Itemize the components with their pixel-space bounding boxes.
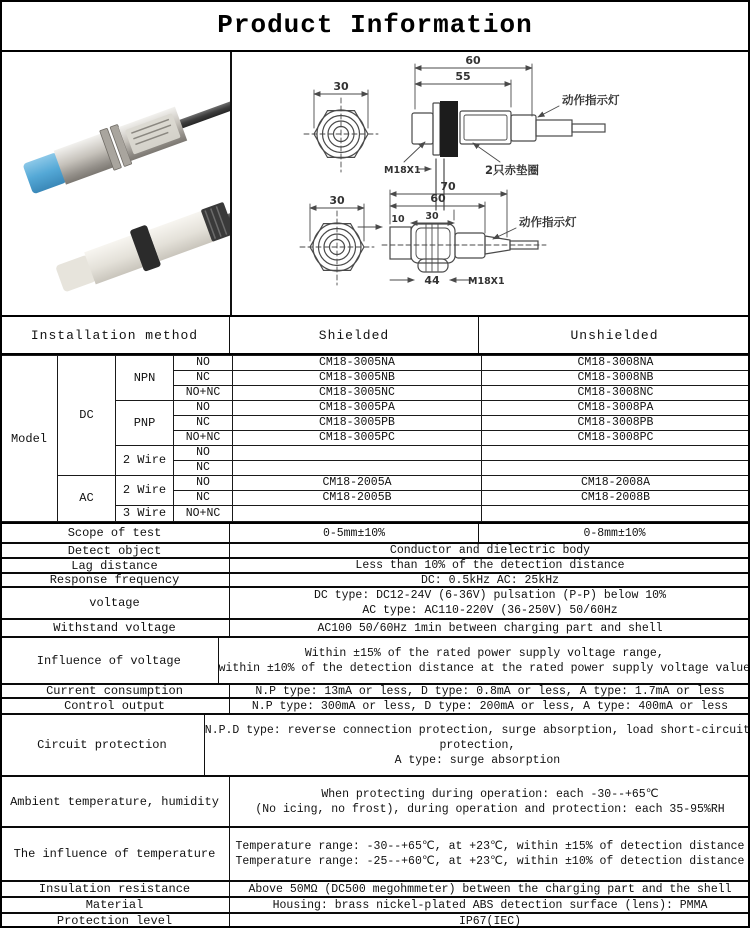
page-title: Product Information [217, 10, 533, 40]
drawing-unshielded [300, 180, 577, 287]
spec-value-line: DC type: DC12-24V (6-36V) pulsation (P-P) below 10% [314, 589, 666, 602]
spec-value-line: When protecting during operation: each -30--+65℃ [321, 787, 659, 801]
thread-label-unshielded: M18X1 [468, 276, 505, 287]
ac-2wire-group-cell: 2 Wire [116, 475, 174, 505]
model-number-cell [482, 505, 750, 521]
model-number-cell [233, 445, 482, 460]
dim-body-unshielded: 60 [430, 192, 446, 205]
model-number-cell: CM18-3008NA [482, 356, 750, 371]
spec-row-control [0, 697, 750, 713]
spec-value-line: Temperature range: -25--+60℃, at +23℃, within ±10% of detection distance [235, 855, 745, 868]
title-bar [0, 0, 750, 52]
led-indicator-label-unshielded: 动作指示灯 [519, 215, 577, 229]
model-number-cell: CM18-3005PA [233, 400, 482, 415]
spec-row-withstand [0, 618, 750, 636]
shielded-column-header: Shielded [230, 317, 479, 353]
dc-group-cell: DC [58, 356, 116, 476]
spec-label: voltage [0, 588, 230, 618]
spec-row-voltage [0, 586, 750, 618]
spec-value: N.P type: 300mA or less, D type: 200mA or less, A type: 400mA or less [251, 699, 729, 713]
output-type-cell: NC [174, 490, 233, 505]
product-photo [0, 52, 230, 315]
spec-value: N.P type: 13mA or less, D type: 0.8mA or less, A type: 1.7mA or less [255, 684, 725, 698]
sensor-unshielded-photo [52, 177, 230, 300]
spec-label: Current consumption [0, 685, 230, 697]
spec-value: IP67(IEC) [458, 914, 522, 928]
dimension-drawings [232, 52, 748, 315]
spec-label: Insulation resistance [0, 882, 230, 896]
spec-value-line: protection, [439, 738, 516, 752]
spec-row-influence-temp [0, 826, 750, 880]
spec-label: Withstand voltage [0, 620, 230, 636]
dim-head-unshielded: 10 [391, 214, 405, 225]
model-number-cell: CM18-3005NA [233, 356, 482, 371]
spec-label: Material [0, 898, 230, 912]
spec-row-material [0, 896, 750, 912]
spec-row-insulation [0, 880, 750, 896]
spec-value-line: N.P.D type: reverse connection protection, surge absorption, load short-circuit [204, 723, 750, 737]
model-number-cell: CM18-3005PB [233, 415, 482, 430]
model-number-cell: CM18-2005A [233, 475, 482, 490]
spec-row-ambient [0, 775, 750, 826]
spec-value-line: Within ±15% of the rated power supply voltage range, [304, 646, 664, 660]
dim-overall-unshielded: 70 [440, 180, 456, 193]
model-number-cell [233, 505, 482, 521]
spec-row-circuit [0, 713, 750, 775]
installation-method-header: Installation method [0, 317, 230, 353]
spec-value: Conductor and dielectric body [389, 544, 591, 557]
table-row [1, 475, 750, 490]
media-row [0, 52, 750, 315]
spec-label: Circuit protection [0, 715, 205, 775]
spec-value: Less than 10% of the detection distance [355, 559, 625, 572]
model-number-cell [482, 445, 750, 460]
pnp-group-cell: PNP [116, 400, 174, 445]
spec-label: Influence of voltage [0, 638, 219, 683]
output-type-cell: NC [174, 460, 233, 475]
dimension-drawing-panel [232, 52, 750, 315]
output-type-cell: NO [174, 356, 233, 371]
model-number-cell [233, 460, 482, 475]
spec-value-line: (No icing, no frost), during operation and protection: each 35-95%RH [255, 802, 725, 816]
model-number-cell: CM18-3008NC [482, 385, 750, 400]
output-type-cell: NO [174, 475, 233, 490]
spec-label: Protection level [0, 914, 230, 928]
model-number-cell: CM18-3008PB [482, 415, 750, 430]
model-label-cell: Model [1, 356, 58, 522]
dim-face-unshielded: 30 [329, 194, 345, 207]
ac-group-cell: AC [58, 475, 116, 521]
spec-row-protection [0, 912, 750, 928]
spec-label: Response frequency [0, 574, 230, 586]
dim-face-shielded: 30 [333, 80, 349, 93]
model-number-cell: CM18-3008PA [482, 400, 750, 415]
spec-value: Housing: brass nickel-plated ABS detection surface (lens): PMMA [272, 898, 708, 912]
model-number-cell: CM18-3008PC [482, 430, 750, 445]
dim-overall-shielded: 60 [465, 54, 481, 67]
drawing-shielded [304, 54, 620, 210]
installation-header-row [0, 315, 750, 353]
spec-row-scope [0, 524, 750, 542]
model-number-cell: CM18-3008NB [482, 370, 750, 385]
spec-value-shielded: 0-5mm±10% [230, 524, 479, 542]
output-type-cell: NO [174, 445, 233, 460]
output-type-cell: NO+NC [174, 505, 233, 521]
spec-label: Scope of test [0, 524, 230, 542]
spec-value-line: Temperature range: -30--+65℃, at +23℃, within ±15% of detection distance [235, 840, 745, 853]
spec-label: Detect object [0, 544, 230, 557]
spec-row-influence-voltage [0, 636, 750, 683]
model-number-cell: CM18-3005PC [233, 430, 482, 445]
output-type-cell: NC [174, 370, 233, 385]
spec-row-detect [0, 542, 750, 557]
output-type-cell: NO [174, 400, 233, 415]
sensor-shielded-photo [21, 79, 230, 199]
model-table [0, 355, 750, 522]
dim-tip-unshielded: 30 [425, 211, 439, 222]
output-type-cell: NC [174, 415, 233, 430]
led-indicator-label-shielded: 动作指示灯 [562, 93, 620, 107]
spec-row-lag [0, 557, 750, 572]
spec-row-response [0, 572, 750, 586]
dc-2wire-group-cell: 2 Wire [116, 445, 174, 475]
model-number-cell: CM18-2005B [233, 490, 482, 505]
spec-value: DC: 0.5kHz AC: 25kHz [420, 573, 560, 587]
output-type-cell: NO+NC [174, 430, 233, 445]
spec-label: Ambient temperature, humidity [0, 777, 230, 826]
spec-value-line: within ±10% of the detection distance at the rated power supply voltage value [218, 661, 750, 675]
spec-label: Control output [0, 699, 230, 713]
npn-group-cell: NPN [116, 356, 174, 401]
dim-body-shielded: 55 [455, 70, 471, 83]
ac-3wire-group-cell: 3 Wire [116, 505, 174, 521]
thread-label-shielded: M18X1 [384, 165, 421, 176]
spec-value: Above 50MΩ (DC500 megohmmeter) between the charging part and the shell [248, 882, 732, 896]
output-type-cell: NO+NC [174, 385, 233, 400]
spec-value: AC100 50/60Hz 1min between charging part and shell [317, 621, 663, 635]
spec-label: Lag distance [0, 559, 230, 572]
spec-table [0, 524, 750, 928]
spec-row-current [0, 683, 750, 697]
model-table-section [0, 353, 750, 524]
spec-value-line: AC type: AC110-220V (36-250V) 50/60Hz [362, 604, 618, 617]
dim-nut-unshielded: 44 [424, 274, 440, 287]
model-number-cell: CM18-3005NB [233, 370, 482, 385]
spec-value-line: A type: surge absorption [394, 753, 561, 767]
table-row [1, 356, 750, 371]
model-number-cell: CM18-2008B [482, 490, 750, 505]
model-number-cell [482, 460, 750, 475]
unshielded-column-header: Unshielded [570, 327, 659, 343]
washers-label: 2只赤垫圈 [485, 163, 540, 177]
model-number-cell: CM18-2008A [482, 475, 750, 490]
model-number-cell: CM18-3005NC [233, 385, 482, 400]
spec-value-unshielded: 0-8mm±10% [583, 526, 646, 540]
spec-label: The influence of temperature [0, 828, 230, 880]
product-photo-panel [0, 52, 232, 315]
